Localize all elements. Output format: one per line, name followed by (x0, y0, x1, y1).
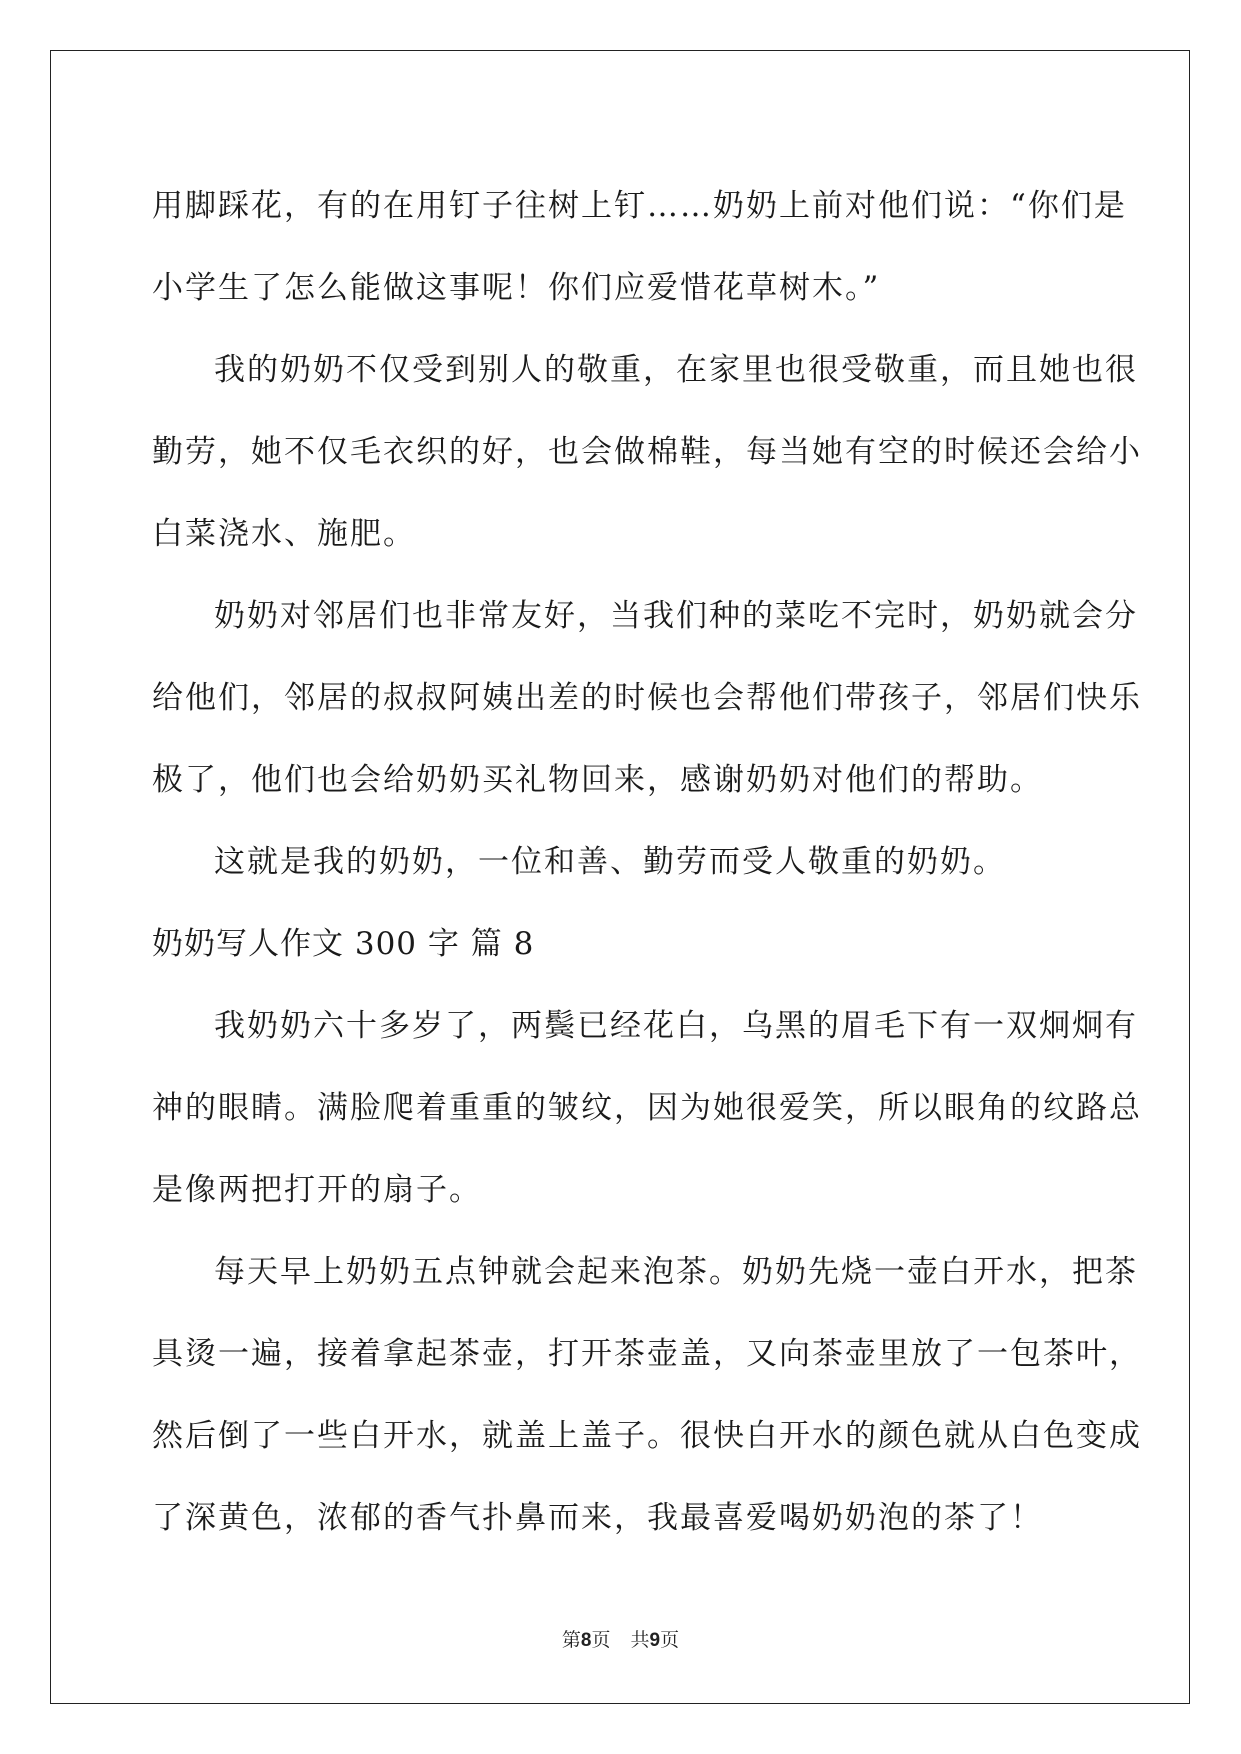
paragraph (152, 821, 1087, 903)
text-line: 我奶奶六十多岁了，两鬓已经花白，乌黑的眉毛下有一双炯炯有 (214, 1008, 1138, 1044)
total-pages-prefix: 共 (630, 1629, 650, 1651)
paragraph (152, 575, 1142, 821)
total-page-count: 9 (649, 1630, 661, 1651)
total-pages-suffix: 页 (660, 1629, 680, 1651)
text-line: 白菜浇水、施肥。 (152, 516, 416, 552)
text-line: 具烫一遍，接着拿起茶壶，打开茶壶盖，又向茶壶里放了一包茶叶， (152, 1336, 1142, 1372)
text-line: 给他们，邻居的叔叔阿姨出差的时候也会帮他们带孩子，邻居们快乐 (152, 680, 1142, 716)
paragraph (152, 1231, 1142, 1559)
section-heading: 奶奶写人作文 300 字 篇 8 (152, 926, 535, 962)
page-number-prefix: 第 (561, 1629, 581, 1651)
page-number-suffix: 页 (591, 1629, 611, 1651)
text-line: 了深黄色，浓郁的香气扑鼻而来，我最喜爱喝奶奶泡的茶了！ (152, 1500, 1043, 1536)
current-page-number: 8 (580, 1630, 592, 1651)
text-line: 极了，他们也会给奶奶买礼物回来，感谢奶奶对他们的帮助。 (152, 762, 1043, 798)
paragraph (152, 985, 1142, 1231)
text-line: 然后倒了一些白开水，就盖上盖子。很快白开水的颜色就从白色变成 (152, 1418, 1142, 1454)
text-line: 小学生了怎么能做这事呢！你们应爱惜花草树木。” (152, 270, 881, 306)
page-footer (0, 1625, 1241, 1652)
text-line: 是像两把打开的扇子。 (152, 1172, 482, 1208)
text-line: 每天早上奶奶五点钟就会起来泡茶。奶奶先烧一壶白开水，把茶 (214, 1254, 1138, 1290)
paragraph (152, 165, 1127, 329)
paragraph (152, 329, 1142, 575)
text-line: 奶奶对邻居们也非常友好，当我们种的菜吃不完时，奶奶就会分 (214, 598, 1138, 634)
text-line: 用脚踩花，有的在用钉子往树上钉……奶奶上前对他们说：“你们是 (152, 188, 1127, 224)
text-line: 这就是我的奶奶，一位和善、勤劳而受人敬重的奶奶。 (214, 844, 1006, 880)
text-line: 勤劳，她不仅毛衣织的好，也会做棉鞋，每当她有空的时候还会给小 (152, 434, 1142, 470)
text-line: 我的奶奶不仅受到别人的敬重，在家里也很受敬重，而且她也很 (214, 352, 1138, 388)
document-body (152, 165, 1142, 1559)
text-line: 神的眼睛。满脸爬着重重的皱纹，因为她很爱笑，所以眼角的纹路总 (152, 1090, 1142, 1126)
